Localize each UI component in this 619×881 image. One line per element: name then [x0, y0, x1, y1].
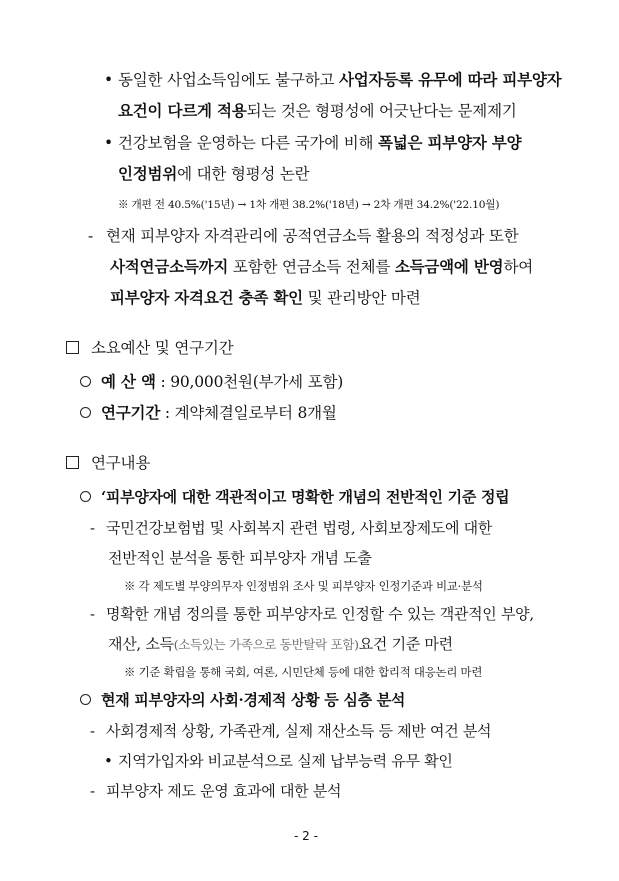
page-number: - 2 - — [294, 829, 318, 843]
circle-bullet-icon — [80, 694, 91, 705]
circle-bullet-icon — [80, 491, 91, 502]
budget-value: : 90,000천원(부가세 포함) — [160, 373, 344, 391]
item-text: ‘피부양자에 대한 객관적이고 명확한 개념의 전반적인 기준 정립 — [101, 488, 510, 506]
text-seg-bold: 피부양자 자격요건 충족 확인 — [110, 288, 303, 307]
dash-line-1-cont2 — [110, 286, 420, 308]
research-item-1 — [80, 486, 509, 507]
heading-text: 연구내용 — [91, 454, 151, 472]
dash-line-1 — [88, 224, 518, 246]
sub-text: 지역가입자와 비교분석으로 실제 납부능력 유무 확인 — [118, 752, 453, 770]
budget-line — [80, 370, 343, 392]
checkbox-square-icon — [66, 456, 79, 469]
period-label: 연구기간 — [101, 403, 161, 422]
item1-sub2b — [108, 633, 453, 654]
bullet-line-1-cont — [118, 99, 517, 121]
text-seg: 건강보험을 운영하는 다른 국가에 비해 — [118, 134, 379, 152]
item-text: 현재 피부양자의 사회·경제적 상황 등 심층 분석 — [101, 691, 406, 709]
text-seg-bold: 사적연금소득까지 — [110, 257, 229, 276]
dash-line-1-cont1 — [110, 255, 533, 277]
text-seg: 되는 것은 형평성에 어긋난다는 문제제기 — [246, 102, 517, 120]
text-seg: 및 관리방안 마련 — [302, 289, 421, 307]
bullet-line-2 — [104, 131, 521, 153]
circle-bullet-icon — [80, 376, 91, 387]
sub-text: 요건 기준 마련 — [358, 635, 453, 653]
text-seg: 에 대한 형평성 논란 — [177, 165, 310, 183]
reform-note: ※ 개편 전 40.5%('15년) → 1차 개편 38.2%('18년) → 2차 개편 34.2%('22.10월) — [118, 199, 500, 211]
budget-label: 예 산 액 — [101, 372, 156, 391]
text-seg-bold: 폭넓은 피부양자 부양 — [378, 133, 522, 152]
bullet-dot: • — [104, 134, 113, 152]
text-seg-bold: 소득금액에 반영 — [394, 257, 504, 276]
item2-sub2: - 피부양자 제도 운영 효과에 대한 분석 — [90, 782, 342, 800]
item2-bullet1: • 지역가입자와 비교분석으로 실제 납부능력 유무 확인 — [104, 752, 453, 770]
circle-bullet-icon — [80, 407, 91, 418]
text-seg: 포함한 연금소득 전체를 — [228, 258, 395, 276]
research-item-2 — [80, 689, 405, 710]
bullet-dot: • — [104, 71, 113, 89]
item1-note1: ※ 각 제도별 부양의무자 인정범위 조사 및 피부양자 인정기준과 비교·분석 — [124, 579, 483, 593]
dash-marker: - — [88, 227, 94, 245]
period-line — [80, 401, 337, 423]
section-heading-research — [66, 451, 150, 473]
item2-sub1: - 사회경제적 상황, 가족관계, 실제 재산소득 등 제반 여건 분석 — [90, 722, 492, 740]
sub-text: 국민건강보험법 및 사회복지 관련 법령, 사회보장제도에 대한 — [106, 519, 493, 537]
text-seg: 현재 피부양자 자격관리에 공적연금소득 활용의 적정성과 또한 — [106, 227, 519, 245]
sub-text: 명확한 개념 정의를 통한 피부양자로 인정할 수 있는 객관적인 부양, — [106, 605, 534, 623]
section-heading-budget — [66, 336, 233, 358]
heading-text: 소요예산 및 연구기간 — [91, 339, 234, 357]
text-seg: 하여 — [503, 258, 533, 276]
item1-sub2a: - 명확한 개념 정의를 통한 피부양자로 인정할 수 있는 객관적인 부양, — [90, 605, 534, 623]
item1-note2: ※ 기준 확립을 통해 국회, 여론, 시민단체 등에 대한 합리적 대응논리 마련 — [124, 665, 483, 679]
sub-text: 재산, 소득 — [108, 635, 174, 653]
item1-sub1a: - 국민건강보험법 및 사회복지 관련 법령, 사회보장제도에 대한 — [90, 519, 493, 537]
sub-text-small: (소득있는 가족으로 동반탈락 포함) — [173, 637, 359, 652]
sub-text: 사회경제적 상황, 가족관계, 실제 재산소득 등 제반 여건 분석 — [106, 722, 492, 740]
text-seg-bold: 요건이 다르게 적용 — [118, 101, 247, 120]
sub-text: 피부양자 제도 운영 효과에 대한 분석 — [106, 782, 342, 800]
text-seg-bold: 인정범위 — [118, 164, 178, 183]
bullet-line-2-cont — [118, 162, 309, 184]
bullet-line-1 — [104, 68, 561, 90]
period-value: : 계약체결일로부터 8개월 — [164, 404, 337, 422]
checkbox-square-icon — [66, 341, 79, 354]
item1-sub1b: 전반적인 분석을 통한 피부양자 개념 도출 — [108, 549, 372, 567]
text-seg-bold: 사업자등록 유무에 따라 피부양자 — [339, 70, 562, 89]
text-seg: 동일한 사업소득임에도 불구하고 — [118, 71, 340, 89]
